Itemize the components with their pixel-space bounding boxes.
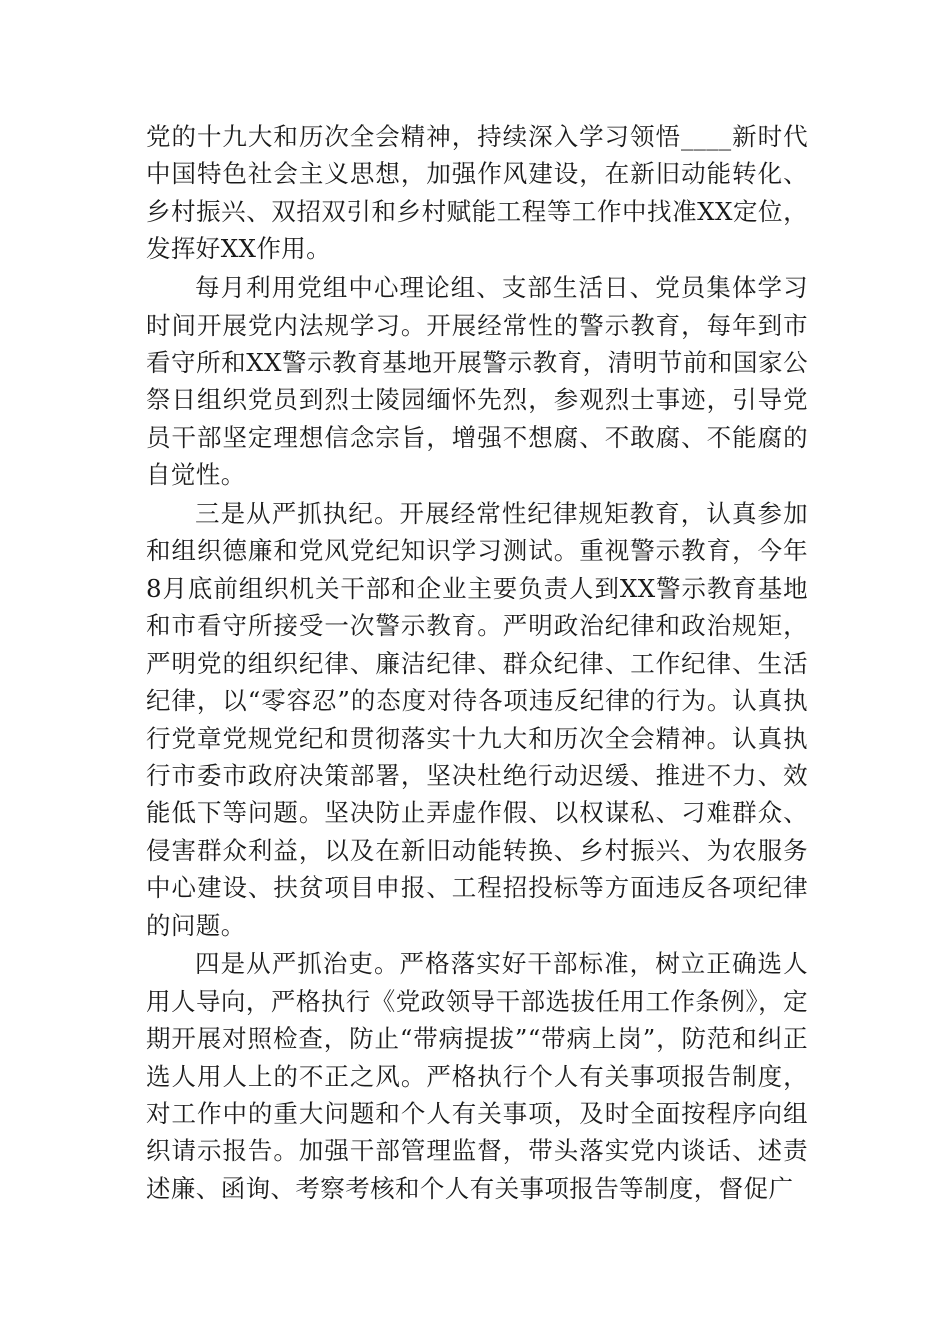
paragraph-3: 三是从严抓执纪。开展经常性纪律规矩教育，认真参加和组织德廉和党风党纪知识学习测试。重视警示教育，今年8月底前组织机关干部和企业主要负责人到XX警示教育基地和市看守所接受一次警示教育。严明政治纪律和政治规矩，严明党的组织纪律、廉洁纪律、群众纪律、工作纪律、生活纪律，以“零容忍”的态度对待各项违反纪律的行为。认真执行党章党规党纪和贯彻落实十九大和历次全会精神。认真执行市委市政府决策部署，坚决杜绝行动迟缓、推进不力、效能低下等问题。坚决防止弄虚作假、以权谋私、刁难群众、侵害群众利益，以及在新旧动能转换、乡村振兴、为农服务中心建设、扶贫项目申报、工程招投标等方面违反各项纪律的问题。 xyxy=(146,499,808,940)
paragraph-4: 四是从严抓治吏。严格落实好干部标准，树立正确选人用人导向，严格执行《党政领导干部选拔任用工作条例》，定期开展对照检查，防止“带病提拔”“带病上岗”，防范和纠正选人用人上的不正之风。严格执行个人有关事项报告制度，对工作中的重大问题和个人有关事项，及时全面按程序向组织请示报告。加强干部管理监督，带头落实党内谈话、述责述廉、函询、考察考核和个人有关事项报告等制度，督促广 xyxy=(146,949,808,1203)
paragraph-2: 每月利用党组中心理论组、支部生活日、党员集体学习时间开展党内法规学习。开展经常性的警示教育，每年到市看守所和XX警示教育基地开展警示教育，清明节前和国家公祭日组织党员到烈士陵园缅怀先烈，参观烈士事迹，引导党员干部坚定理想信念宗旨，增强不想腐、不敢腐、不能腐的自觉性。 xyxy=(146,273,808,490)
document-body xyxy=(146,118,808,1209)
paragraph-1: 党的十九大和历次全会精神，持续深入学习领悟____新时代中国特色社会主义思想，加强作风建设，在新旧动能转化、乡村振兴、双招双引和乡村赋能工程等工作中找准XX定位，发挥好XX作用。 xyxy=(146,122,808,264)
